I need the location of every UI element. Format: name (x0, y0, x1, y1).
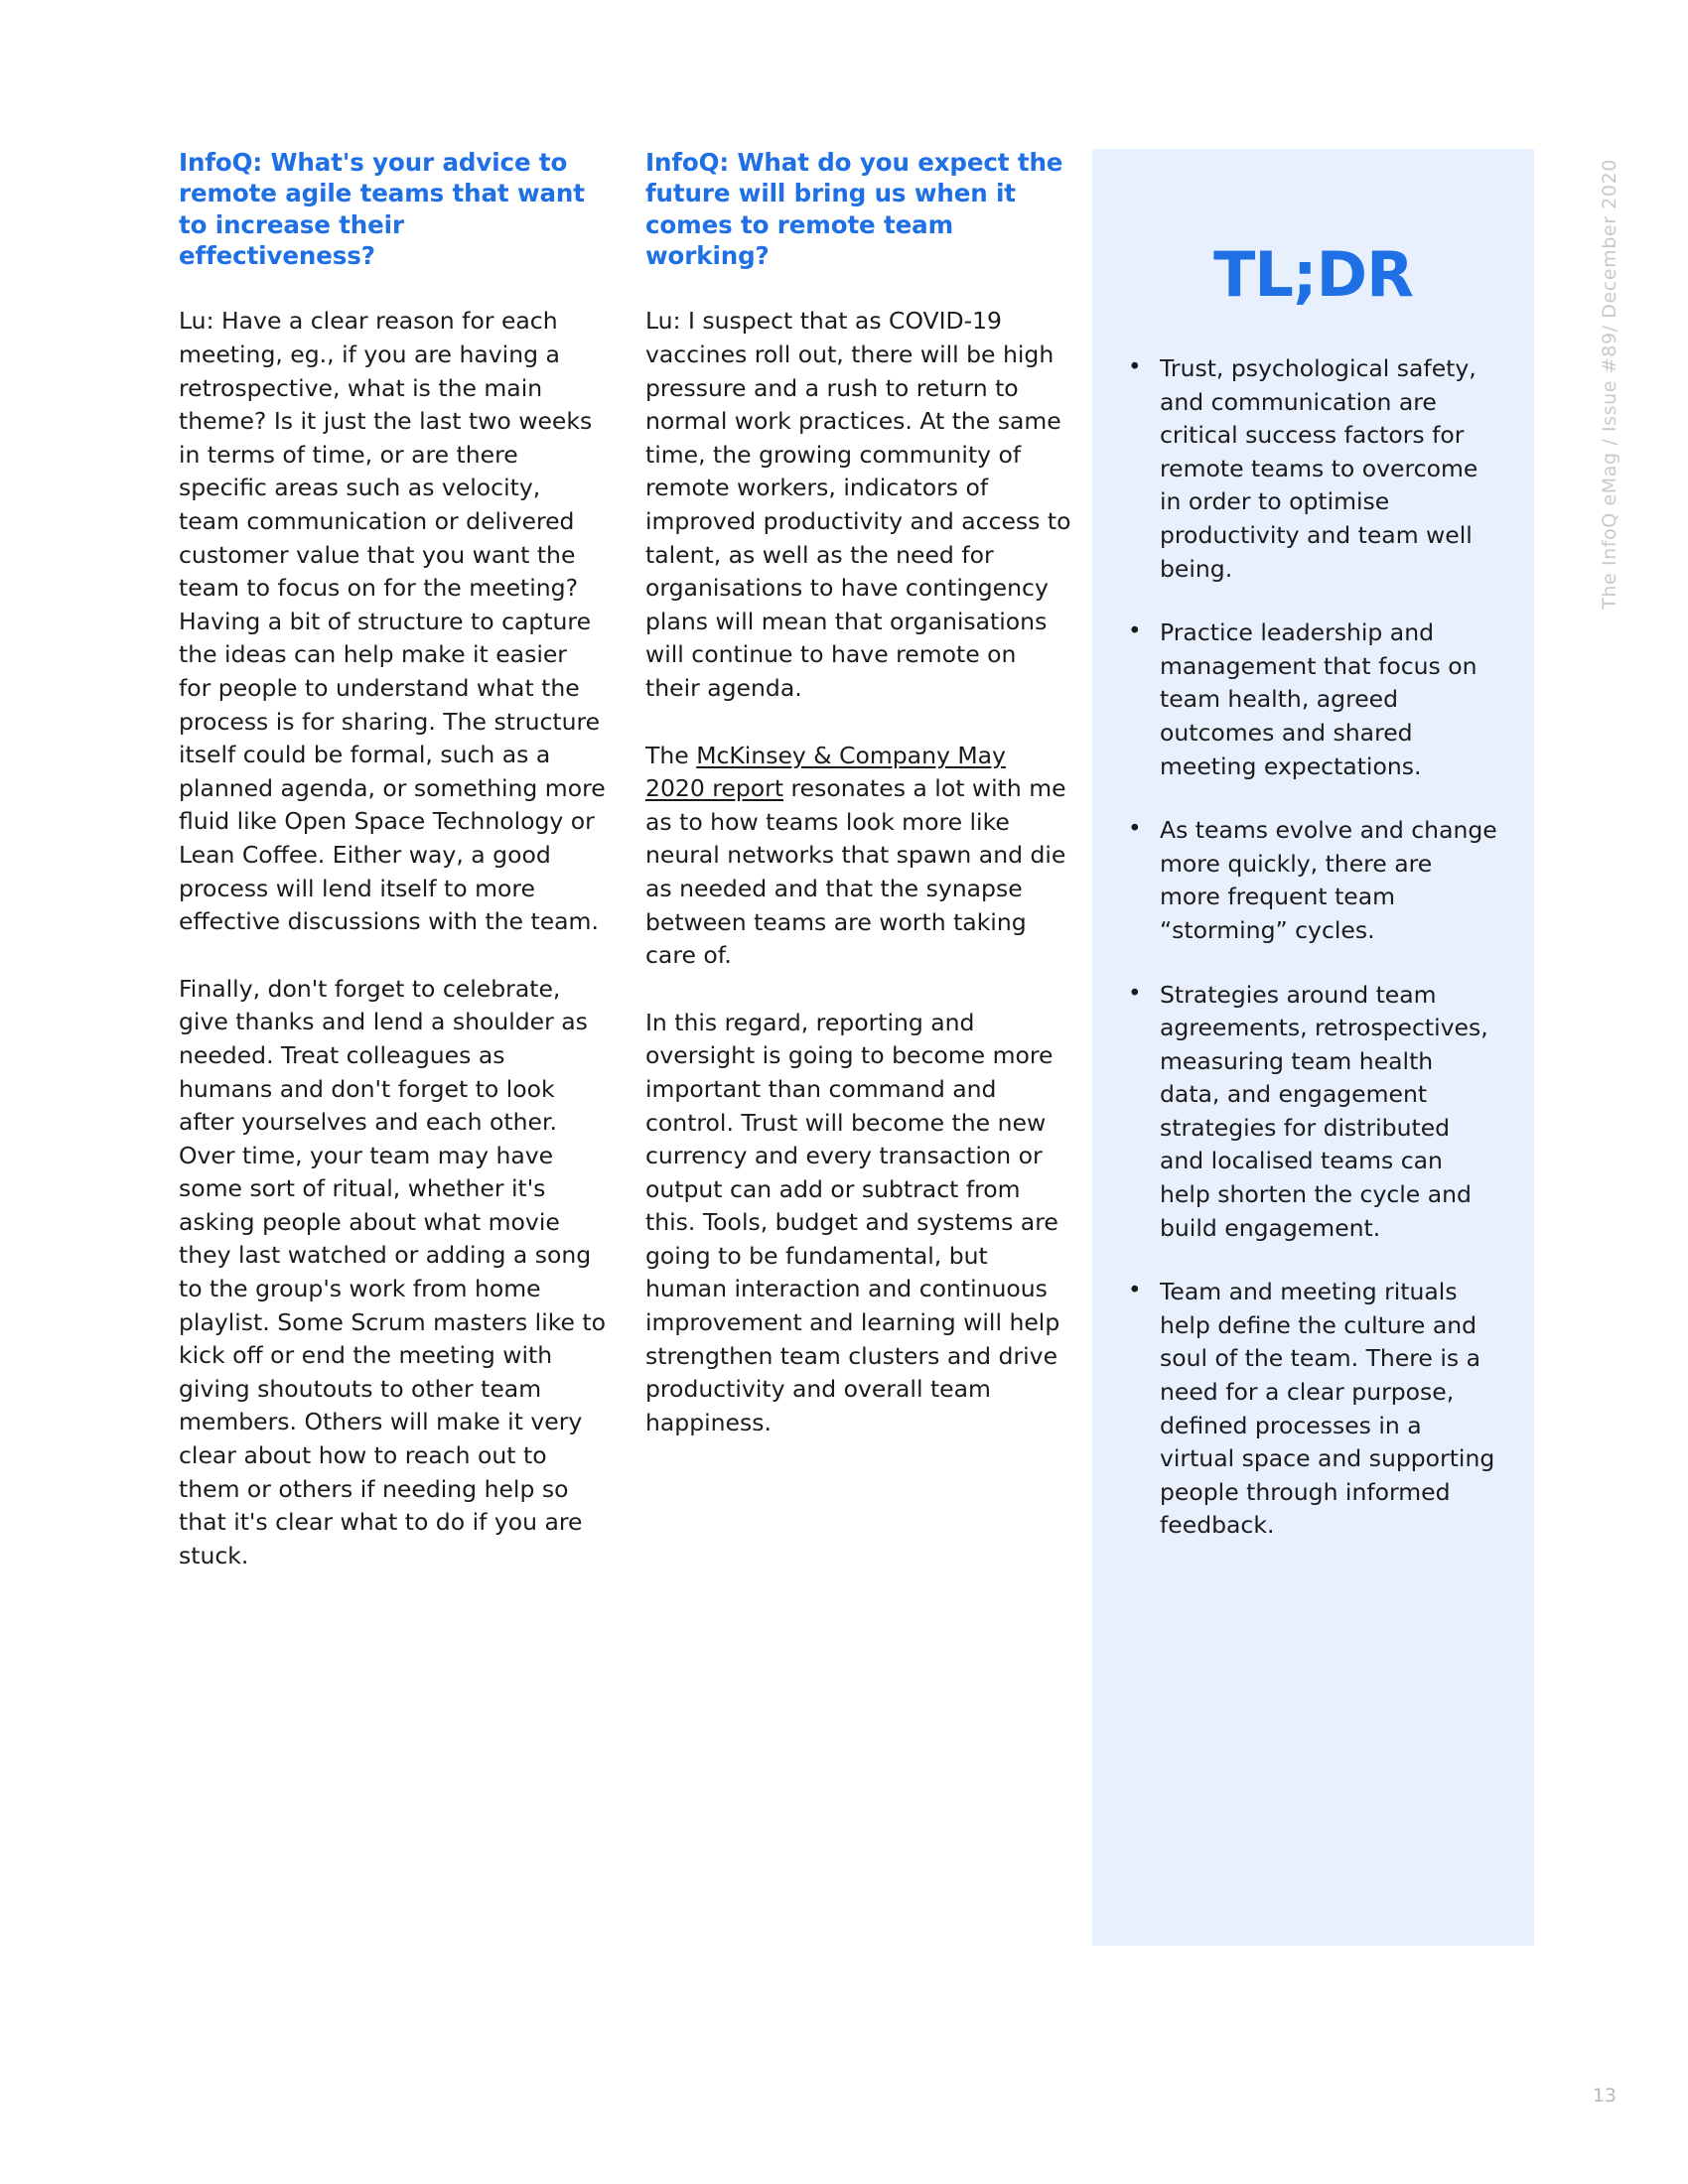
paragraph-2-prefix: The (645, 741, 697, 769)
paragraph-2-suffix: resonates a lot with me as to how teams look more like neural networks that spawn and die as needed and that the synapse between teams are worth taking care of. (645, 774, 1066, 970)
tldr-list (1092, 352, 1534, 1543)
left-column-paragraph-2: Finally, don't forget to celebrate, give thanks and lend a shoulder as needed. Treat colleagues as humans and don't forget to look after yourselves and each other. Over time, your team may have some sort of ritual, whether it's asking people about what movie they last watched or adding a song to the group's work from home playlist. Some Scrum masters like to kick off or end the meeting with giving shoutouts to other team members. Others will make it very clear about how to reach out to them or others if needing help so that it's clear what to do if you are stuck. (179, 974, 607, 1570)
tldr-item-text: Trust, psychological safety, and communication are critical success factors for remote teams to overcome in order to optimise productivity and team well being. (1160, 354, 1478, 583)
bullet-icon: • (1128, 354, 1142, 380)
tldr-list-item (1114, 616, 1498, 783)
tldr-title: TL;DR (1213, 238, 1413, 311)
tldr-item-text: Practice leadership and management that focus on team health, agreed outcomes and shared meeting expectations. (1160, 618, 1477, 780)
bullet-icon: • (1128, 980, 1142, 1007)
tldr-list-item (1114, 1276, 1498, 1543)
tldr-item-text: Strategies around team agreements, retrospectives, measuring team health data, and engagement strategies for distributed and localised teams can help shorten the cycle and build engagement. (1160, 980, 1488, 1242)
bullet-icon: • (1128, 816, 1142, 843)
tldr-list-item (1114, 814, 1498, 947)
right-column-paragraph-1: Lu: I suspect that as COVID-19 vaccines roll out, there will be high pressure and a rush to return to normal work practices. At the same time, the growing community of remote workers, indicators of improved productivity and access to talent, as well as the need for organisations to have contingency plans will mean that organisations will continue to have remote on their agenda. (645, 307, 1071, 702)
tldr-list-item (1114, 352, 1498, 586)
left-column-paragraph-1: Lu: Have a clear reason for each meeting, eg., if you are having a retrospective, what is the main theme? Is it just the last two weeks in terms of time, or are there specific areas such as velocity, team communication or delivered customer value that you want the team to focus on for the meeting? Having a bit of structure to capture the ideas can help make it easier for people to understand what the process is for sharing. The structure itself could be formal, such as a planned agenda, or something more fluid like Open Space Technology or Lean Coffee. Either way, a good process will lend itself to more effective discussions with the team. (179, 307, 606, 936)
tldr-list-item (1114, 979, 1498, 1246)
tldr-item-text: As teams evolve and change more quickly, there are more frequent team “storming” cycles. (1160, 816, 1497, 944)
mckinsey-report-link[interactable]: McKinsey & Company May 2020 report (645, 741, 1006, 803)
bullet-icon: • (1128, 618, 1142, 645)
tldr-panel (1092, 149, 1534, 1946)
right-column (645, 147, 1072, 1439)
right-column-paragraph-2 (645, 740, 1072, 973)
bullet-icon: • (1128, 1278, 1142, 1304)
left-column (179, 147, 606, 1572)
left-column-question-heading: InfoQ: What's your advice to remote agile teams that want to increase their effectiveness? (179, 148, 585, 271)
right-column-paragraph-3: In this regard, reporting and oversight is going to become more important than command and control. Trust will become the new currency and every transaction or output can add or subtract from this. Tools, budget and systems are going to be fundamental, but human interaction and continuous improvement and learning will help strengthen team clusters and drive productivity and overall team happiness. (645, 1008, 1060, 1436)
right-column-question-heading: InfoQ: What do you expect the future will bring us when it comes to remote team working? (645, 148, 1063, 271)
tldr-item-text: Team and meeting rituals help define the culture and soul of the team. There is a need for a clear purpose, defined processes in a virtual space and supporting people through informed feedback. (1160, 1278, 1495, 1540)
issue-running-head: The InfoQ eMag / Issue #89/ December 2020 (1599, 159, 1620, 610)
page-number: 13 (1592, 2085, 1617, 2107)
